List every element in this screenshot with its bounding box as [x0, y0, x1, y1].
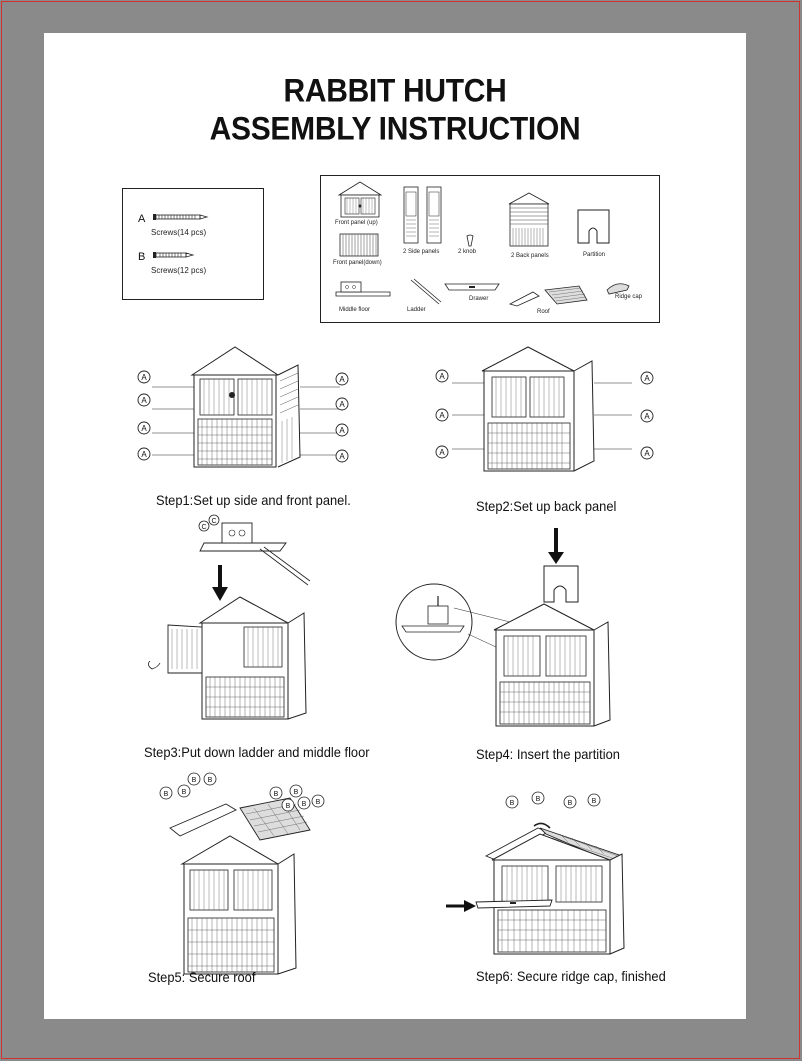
partition-image — [577, 209, 611, 245]
marker-b-label: B — [181, 789, 187, 796]
marker-a-label: A — [439, 411, 445, 420]
marker-b-label: B — [315, 799, 321, 806]
roof-label: Roof — [537, 309, 550, 315]
marker-a-label: A — [339, 426, 345, 435]
step6-illustration — [452, 798, 652, 958]
back-panels-label: 2 Back panels — [511, 253, 549, 259]
instruction-sheet — [44, 33, 746, 1019]
front-panel-down-image — [339, 233, 379, 257]
marker-b-label: B — [207, 777, 213, 784]
step1-caption: Step1:Set up side and front panel. — [156, 492, 351, 508]
drawer-label: Drawer — [469, 296, 489, 302]
screw-b-icon — [153, 250, 203, 260]
middle-floor-image — [335, 280, 391, 298]
marker-a-label: A — [644, 374, 650, 383]
marker-b-label: B — [285, 803, 291, 810]
drawer-image — [443, 280, 503, 294]
marker-a-label: A — [339, 375, 345, 384]
title-line-1: RABBIT HUTCH — [283, 73, 507, 110]
middle-floor-label: Middle floor — [339, 307, 371, 313]
step2-caption: Step2:Set up back panel — [476, 498, 617, 514]
parts-box — [320, 175, 660, 323]
ridge-cap-label: Ridge cap — [615, 294, 643, 300]
marker-a-label: A — [141, 396, 147, 405]
step5-markers — [158, 771, 338, 817]
marker-b-label: B — [535, 796, 541, 803]
marker-b-label: B — [191, 777, 197, 784]
marker-c-label: C — [201, 524, 207, 531]
marker-a-label: A — [439, 448, 445, 457]
step3-illustration — [140, 513, 360, 723]
marker-a-label: A — [141, 450, 147, 459]
front-panel-down-label: Front panel(down) — [333, 260, 382, 266]
screw-a-label: Screws(14 pcs) — [151, 228, 207, 237]
screw-a-letter: A — [138, 213, 146, 225]
screw-a-icon — [153, 212, 213, 222]
side-panels-label: 2 Side panels — [403, 249, 440, 255]
marker-a-label: A — [439, 372, 445, 381]
screw-b-letter: B — [138, 251, 146, 263]
step1-screw-markers — [136, 370, 376, 470]
ladder-label: Ladder — [407, 307, 426, 313]
step4-illustration — [394, 528, 644, 728]
screw-b-label: Screws(12 pcs) — [151, 266, 207, 275]
front-panel-up-image — [337, 181, 383, 219]
step3-markers — [198, 513, 238, 533]
partition-label: Partition — [583, 252, 606, 258]
roof-image — [509, 284, 589, 306]
step4-caption: Step4: Insert the partition — [476, 746, 620, 762]
ladder-image — [409, 278, 443, 306]
marker-c-label: C — [211, 518, 217, 525]
marker-b-label: B — [591, 798, 597, 805]
marker-b-label: B — [509, 800, 515, 807]
side-panels-image — [403, 186, 443, 246]
marker-a-label: A — [339, 452, 345, 461]
step3-caption: Step3:Put down ladder and middle floor — [144, 744, 370, 760]
front-panel-up-label: Front panel (up) — [335, 220, 378, 226]
knob-image — [465, 234, 475, 248]
marker-b-label: B — [301, 801, 307, 808]
step5-caption: Step5: Secure roof — [148, 969, 256, 985]
marker-b-label: B — [293, 789, 299, 796]
hardware-box — [122, 188, 264, 300]
knob-label: 2 knob — [458, 249, 477, 255]
marker-a-label: A — [644, 412, 650, 421]
step6-markers — [504, 790, 604, 816]
marker-a-label: A — [339, 400, 345, 409]
marker-a-label: A — [644, 449, 650, 458]
marker-a-icon — [138, 371, 348, 462]
step2-screw-markers — [434, 370, 664, 465]
marker-b-label: B — [163, 791, 169, 798]
title-line-2: ASSEMBLY INSTRUCTION — [209, 111, 581, 148]
marker-b-label: B — [567, 800, 573, 807]
step6-caption: Step6: Secure ridge cap, finished — [476, 968, 666, 984]
marker-b-label: B — [273, 791, 279, 798]
back-panels-image — [507, 192, 551, 248]
marker-a-label: A — [141, 373, 147, 382]
marker-a-label: A — [141, 424, 147, 433]
